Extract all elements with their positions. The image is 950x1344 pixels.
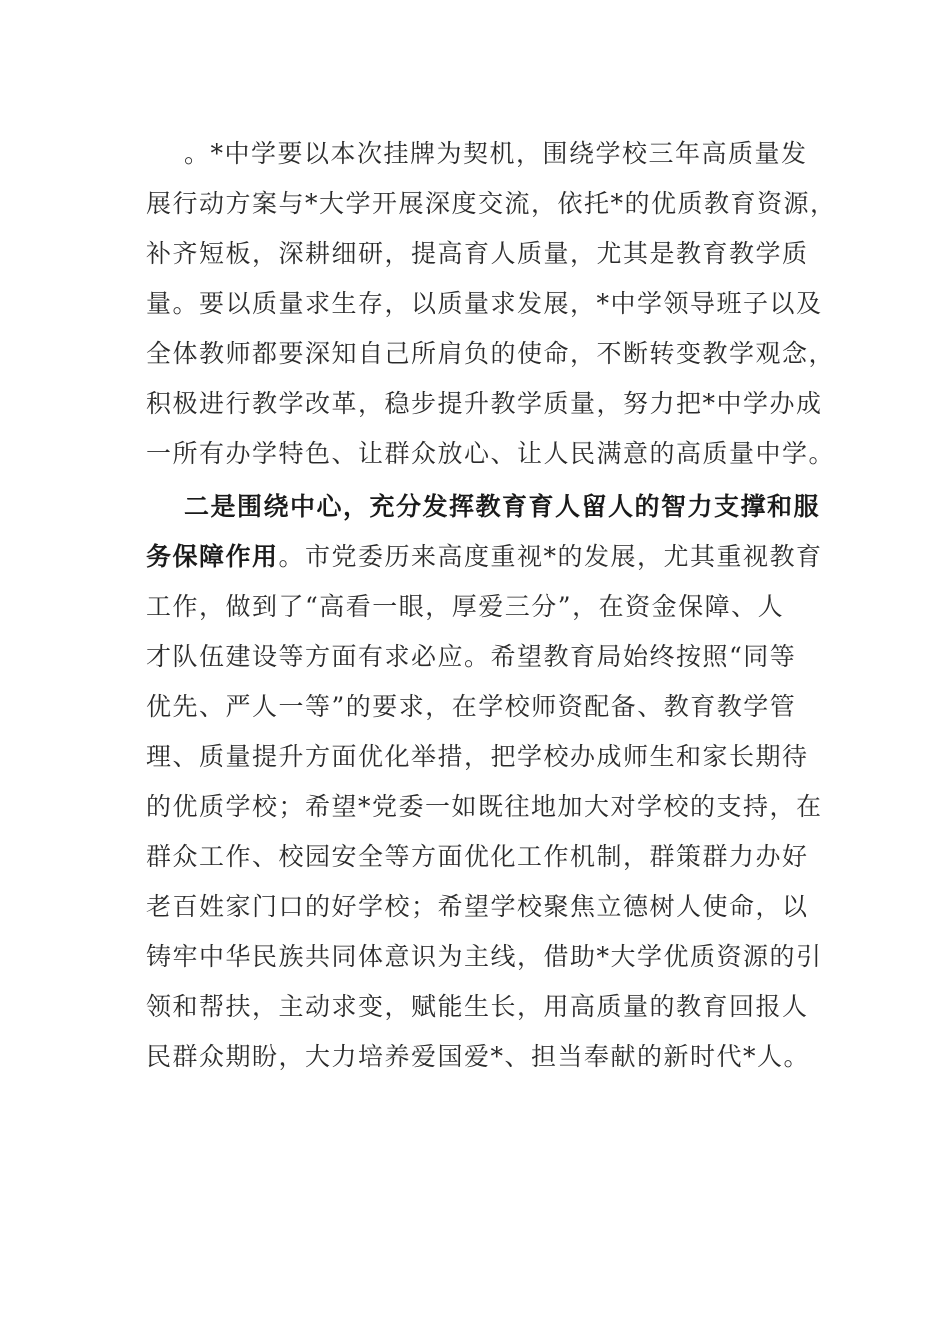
paragraph-2-line-4: 才队伍建设等方面有求必应。希望教育局始终按照“同等 — [146, 642, 797, 671]
paragraph-1-line-1: 。*中学要以本次挂牌为契机，围绕学校三年高质量发 — [184, 139, 808, 168]
paragraph-1-line-2: 展行动方案与*大学开展深度交流，依托*的优质教育资源， — [146, 189, 837, 218]
paragraph-1-line-3: 补齐短板，深耕细研，提高育人质量，尤其是教育教学质 — [146, 239, 809, 268]
paragraph-1-line-6: 积极进行教学改革，稳步提升教学质量，努力把*中学办成 — [146, 389, 823, 418]
paragraph-2-line-11: 领和帮扶，主动求变，赋能生长，用高质量的教育回报人 — [146, 992, 809, 1021]
paragraph-2-line-2-text: 。市党委历来高度重视*的发展，尤其重视教育 — [278, 542, 823, 571]
paragraph-1-line-4: 量。要以质量求生存，以质量求发展，*中学领导班子以及 — [146, 289, 823, 318]
paragraph-2-line-10: 铸牢中华民族共同体意识为主线，借助*大学优质资源的引 — [146, 942, 823, 971]
paragraph-1-line-5: 全体教师都要深知自己所肩负的使命，不断转变教学观念， — [146, 339, 836, 368]
paragraph-1-line-7: 一所有办学特色、让群众放心、让人民满意的高质量中学。 — [146, 439, 836, 468]
paragraph-2-line-12: 民群众期盼，大力培养爱国爱*、担当奉献的新时代*人。 — [146, 1042, 811, 1071]
paragraph-2-line-8: 群众工作、校园安全等方面优化工作机制，群策群力办好 — [146, 842, 809, 871]
paragraph-2-heading-end: 务保障作用 — [146, 542, 279, 571]
paragraph-2-line-9: 老百姓家门口的好学校；希望学校聚焦立德树人使命，以 — [146, 892, 809, 921]
paragraph-2-line-5: 优先、严人一等”的要求，在学校师资配备、教育教学管 — [146, 692, 797, 721]
paragraph-2-line-2 — [146, 542, 823, 572]
paragraph-2-line-6: 理、质量提升方面优化举措，把学校办成师生和家长期待 — [146, 742, 809, 771]
paragraph-2-line-3: 工作，做到了“高看一眼，厚爱三分”，在资金保障、人 — [146, 592, 785, 621]
paragraph-2-heading-line-1: 二是围绕中心，充分发挥教育育人留人的智力支撑和服 — [184, 492, 821, 521]
paragraph-2-line-7: 的优质学校；希望*党委一如既往地加大对学校的支持，在 — [146, 792, 823, 821]
